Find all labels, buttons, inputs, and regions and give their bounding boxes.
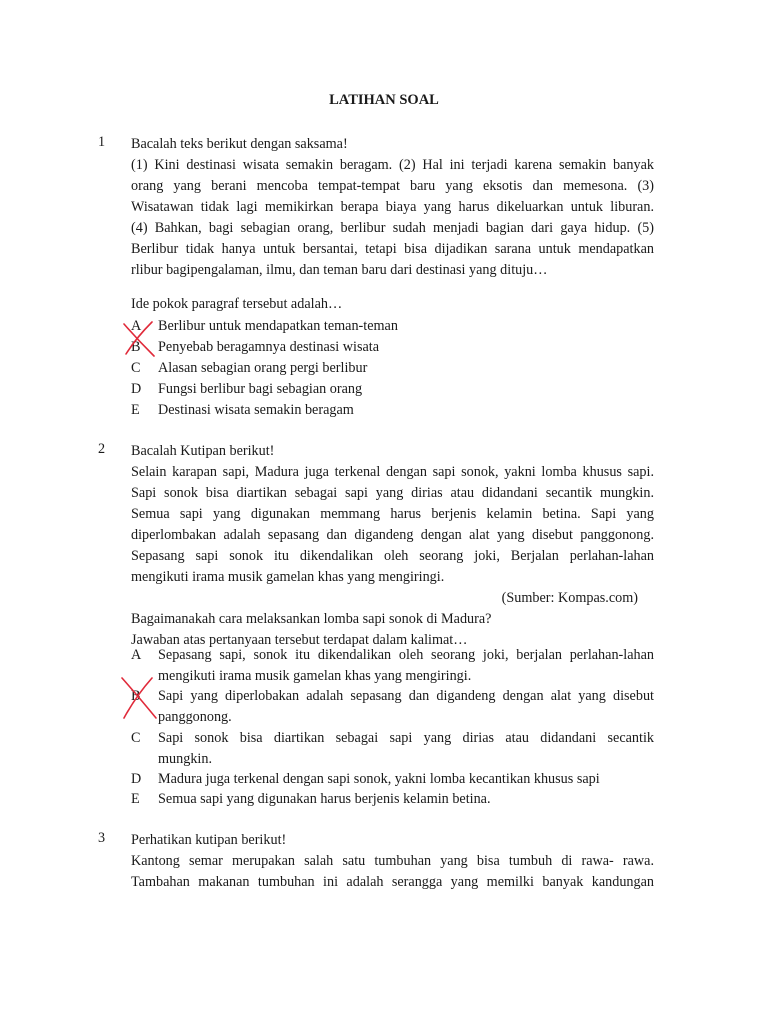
passage-line: mengikuti irama musik gamelan khas yang mengiringi.	[131, 569, 445, 585]
option-text: Semua sapi yang digunakan harus berjenis kelamin betina.	[158, 791, 491, 807]
question-2-passage	[131, 441, 654, 651]
question-1-instruction: Bacalah teks berikut dengan saksama!	[131, 136, 348, 152]
answer-option-c[interactable]	[131, 358, 654, 379]
option-text: Madura juga terkenal dengan sapi sonok, yakni lomba kecantikan khusus sapi	[158, 771, 600, 787]
option-letter: E	[131, 402, 140, 418]
red-cross-mark-icon	[118, 318, 160, 360]
page-title: LATIHAN SOAL	[329, 92, 439, 108]
passage-line: (4) Bahkan, bagi sebagian orang, berlibur sudah menjadi bagian dari gaya hidup. (5)	[131, 220, 654, 236]
option-text: Fungsi berlibur bagi sebagian orang	[158, 381, 363, 397]
passage-line: Sepasang sapi sonok itu dikendalikan oleh seorang joki, Berjalan perlahan-lahan	[131, 548, 654, 564]
option-text: panggonong.	[158, 709, 232, 725]
option-text: Penyebab beragamnya destinasi wisata	[158, 339, 380, 355]
option-text: Sapi yang diperlobakan adalah sepasang dan digandeng dengan alat yang disebut	[158, 688, 654, 704]
answer-option-e[interactable]	[131, 400, 654, 421]
option-letter: C	[131, 730, 141, 746]
answer-option-d[interactable]	[131, 379, 654, 400]
option-letter: D	[131, 771, 142, 787]
passage-line: Wisatawan tidak lagi memikirkan berapa biaya yang harus dikeluarkan untuk liburan.	[131, 199, 654, 215]
option-letter: C	[131, 360, 141, 376]
answer-option-a[interactable]	[131, 316, 654, 337]
question-1-prompt: Ide pokok paragraf tersebut adalah…	[131, 296, 343, 312]
option-letter: B	[131, 339, 141, 355]
question-2-instruction: Bacalah Kutipan berikut!	[131, 443, 275, 459]
option-text: Sapi sonok bisa diartikan sebagai sapi yang dirias atau didandani secantik	[158, 730, 654, 746]
passage-line: Sapi sonok bisa diartikan sebagai sapi yang dirias atau didandani secantik mungkin.	[131, 485, 654, 501]
option-letter: D	[131, 381, 142, 397]
answer-option-b[interactable]	[131, 337, 654, 358]
passage-line: diperlombakan adalah sepasang dan digandeng dengan alat yang disebut panggonong.	[131, 527, 654, 543]
option-text: Alasan sebagian orang pergi berlibur	[158, 360, 368, 376]
question-3-passage	[131, 830, 654, 893]
passage-line: rlibur bagipengalaman, ilmu, dan teman baru dari destinasi yang dituju…	[131, 262, 548, 278]
question-2-prompt: Bagaimanakah cara melaksankan lomba sapi sonok di Madura?	[131, 611, 492, 627]
option-text: Berlibur untuk mendapatkan teman-teman	[158, 318, 398, 334]
passage-line: Berlibur tidak hanya untuk bersantai, tetapi bisa dijadikan sarana untuk mendapatkan	[131, 241, 654, 257]
answer-option-e[interactable]	[131, 789, 654, 810]
option-text: Destinasi wisata semakin beragam	[158, 402, 354, 418]
question-2-prompt: Jawaban atas pertanyaan tersebut terdapat dalam kalimat…	[131, 632, 468, 648]
option-letter: E	[131, 791, 140, 807]
option-text: Sepasang sapi, sonok itu dikendalikan oleh seorang joki, berjalan perlahan-lahan	[158, 647, 654, 663]
option-text: mungkin.	[158, 751, 212, 767]
question-3-instruction: Perhatikan kutipan berikut!	[131, 832, 287, 848]
question-3-number: 3	[98, 830, 106, 846]
passage-line: (1) Kini destinasi wisata semakin beragam. (2) Hal ini terjadi karena semakin banyak	[131, 157, 654, 173]
option-text: mengikuti irama musik gamelan khas yang mengiringi.	[158, 668, 472, 684]
source-citation: (Sumber: Kompas.com)	[501, 590, 638, 606]
question-2-number: 2	[98, 441, 106, 457]
answer-option-c[interactable]	[131, 728, 654, 770]
passage-line: Semua sapi yang digunakan memmang harus berjenis kelamin betina. Sapi yang	[131, 506, 654, 522]
passage-line: Kantong semar merupakan salah satu tumbuhan yang bisa tumbuh di rawa- rawa.	[131, 853, 654, 869]
question-1-passage	[131, 134, 654, 281]
answer-option-d[interactable]	[131, 769, 654, 790]
answer-option-b[interactable]	[131, 686, 654, 728]
question-1-number: 1	[98, 134, 106, 150]
option-letter: A	[131, 647, 142, 663]
answer-option-a[interactable]	[131, 645, 654, 687]
passage-line: Selain karapan sapi, Madura juga terkenal dengan sapi sonok, yakni lomba khusus sapi.	[131, 464, 654, 480]
option-letter: B	[131, 688, 141, 704]
passage-line: orang yang berani mencoba tempat-tempat baru yang eksotis dan memesona. (3)	[131, 178, 654, 194]
red-cross-mark-icon	[116, 674, 162, 722]
option-letter: A	[131, 318, 142, 334]
passage-line: Tambahan makanan tumbuhan ini adalah serangga yang memilki banyak kandungan	[131, 874, 654, 890]
